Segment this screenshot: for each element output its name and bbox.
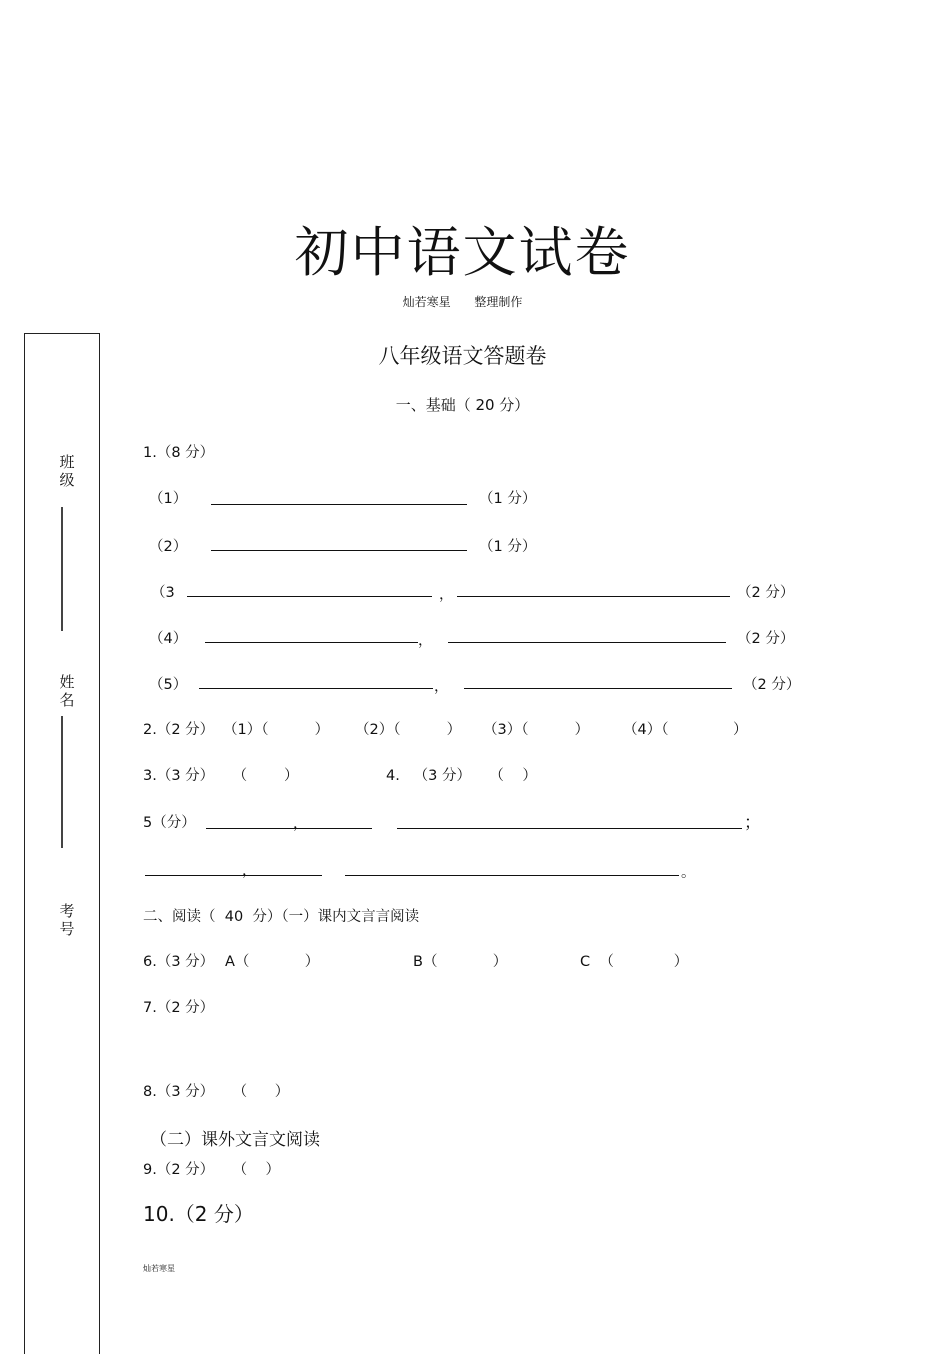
answer-sheet-title: 八年级语文答题卷 [378,344,547,368]
q5-heading: 5（分） [143,815,196,831]
section-extracurricular-heading: （二）课外文言文阅读 [150,1130,320,1150]
q1-item-score: （2 分） [743,677,801,693]
q1-4-answer-line-b[interactable] [448,642,726,643]
q1-item-score: （1 分） [479,491,537,507]
q2-part: （4）（ ） [623,722,748,738]
q1-item-sep: ， [439,587,454,603]
section-reading-heading: 二、阅读（ 40 分）（一）课内文言言阅读 [143,909,420,925]
q1-5-answer-line-a[interactable] [199,688,433,689]
q6-heading: 6.（3 分） [143,954,215,970]
q5-answer-line-d[interactable] [345,875,679,876]
q5-semicolon: ； [744,813,761,833]
q5-comma-2: ， [242,863,257,879]
section-basics-heading: 一、基础（ 20 分） [395,396,530,414]
credit-author: 灿若寒星 [402,295,451,309]
q1-item-score: （1 分） [479,539,537,555]
q1-item-label: （5） [149,677,188,693]
q2-part: （1）（ ） [223,722,330,738]
q1-item-label: （3 [151,585,175,601]
class-label: 班级 [59,453,75,489]
exam-number-label: 考号 [59,902,75,938]
q6-option-c: C （ ） [580,954,689,970]
q1-heading: 1.（8 分） [143,445,215,461]
q1-4-answer-line-a[interactable] [205,642,418,643]
q9-line: 9.（2 分） （ ） [143,1162,281,1178]
q2-part: （2）（ ） [355,722,462,738]
q1-item-score: （2 分） [737,631,795,647]
credit-note: 整理制作 [474,295,523,309]
q6-option-a: A（ ） [225,954,320,970]
q7-line: 7.（2 分） [143,1000,215,1016]
q1-3-answer-line-b[interactable] [457,596,730,597]
name-field[interactable] [61,716,63,848]
q1-item-label: （4） [149,631,188,647]
q5-answer-line-a[interactable] [206,828,372,829]
q1-2-answer-line[interactable] [211,550,467,551]
q2-part: （3）（ ） [483,722,590,738]
q1-item-sep: ， [418,633,433,649]
q1-5-answer-line-b[interactable] [464,688,732,689]
name-label: 姓名 [59,673,75,709]
q5-comma: ， [293,816,308,832]
q4-line: 4. （3 分） （ ） [386,768,537,784]
page-title: 初中语文试卷 [294,221,631,284]
q1-3-answer-line-a[interactable] [187,596,432,597]
q1-item-score: （2 分） [737,585,795,601]
q5-answer-line-b[interactable] [397,828,742,829]
q8-line: 8.（3 分） （ ） [143,1084,290,1100]
q5-period: 。 [681,865,696,881]
q1-item-label: （2） [149,539,188,555]
q10-line: 10.（2 分） [143,1202,254,1226]
q6-option-b: B（ ） [413,954,508,970]
q5-answer-line-c[interactable] [145,875,322,876]
credit-line [0,293,925,310]
q2-heading: 2.（2 分） [143,722,215,738]
q3-line: 3.（3 分） （ ） [143,768,299,784]
q1-1-answer-line[interactable] [211,504,467,505]
class-field[interactable] [61,507,63,631]
q1-item-sep: ， [434,679,449,695]
footer-credit: 灿若寒星 [143,1264,175,1273]
q1-item-label: （1） [149,491,188,507]
